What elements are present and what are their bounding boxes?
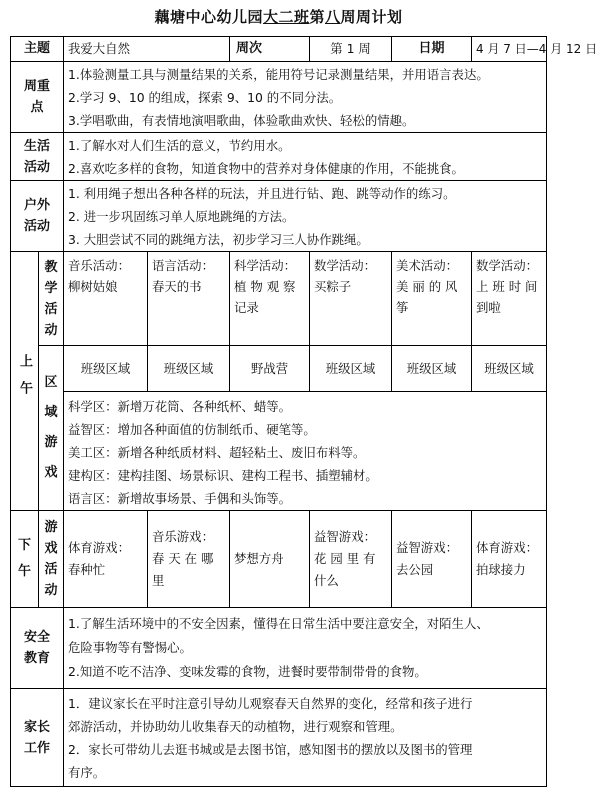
- outdoor-line-3: 3. 大胆尝试不同的跳绳方法，初步学习三人协作跳绳。: [68, 231, 369, 247]
- focus-content: [64, 62, 547, 133]
- area-label: 区 域 游 戏: [39, 346, 64, 511]
- area-cell-1: 班级区域: [64, 346, 148, 392]
- focus-line-3: 3.学唱歌曲，有表情地演唱歌曲，体验歌曲欢快、轻松的情趣。: [68, 112, 415, 128]
- area-details: [64, 392, 547, 511]
- area-row: [11, 346, 547, 392]
- life-label: 生活 活动: [11, 133, 64, 181]
- area-detail-4: 建构区：建构挂图、场景标识、建构工程书、插塑辅材。: [68, 468, 378, 483]
- title-week-number: 八: [325, 8, 341, 26]
- game-cell-6: 体育游戏： 拍球接力: [472, 511, 547, 608]
- theme-label: 主题: [11, 37, 64, 62]
- safety-line-3: 2.知道不吃不洁净、变味发霉的食物，进餐时要带制带骨的食物。: [68, 664, 427, 679]
- teaching-cell-1: 音乐活动： 柳树姑娘: [64, 252, 148, 346]
- date-value: 4 月 7 日—4 月 12 日: [472, 37, 547, 62]
- game-cell-5: 益智游戏： 去公园: [392, 511, 472, 608]
- week-value: 第 1 周: [310, 37, 392, 62]
- morning-label: 上午: [11, 252, 39, 511]
- afternoon-label: 下 午: [11, 511, 39, 608]
- title-di: 第: [309, 8, 325, 26]
- safety-label: 安全 教育: [11, 608, 64, 689]
- teaching-row: [11, 252, 547, 346]
- teaching-cell-2: 语言活动： 春天的书: [148, 252, 230, 346]
- area-detail-5: 语言区：新增故事场景、手偶和头饰等。: [68, 491, 292, 506]
- parents-line-2: 郊游活动，并协助幼儿收集春天的动植物，进行观察和管理。: [68, 718, 403, 734]
- title-school: 藕塘中心幼儿园: [154, 8, 263, 26]
- area-detail-1: 科学区：新增万花筒、各种纸杯、蜡等。: [68, 399, 292, 414]
- game-cell-2: 音乐游戏： 春 天 在 哪 里: [148, 511, 230, 608]
- focus-label: 周重 点: [11, 62, 64, 133]
- parents-line-4: 有序。: [68, 764, 106, 780]
- safety-line-1: 1.了解生活环境中的不安全因素，懂得在日常生活中要注意安全，对陌生人、: [68, 616, 489, 631]
- weekly-plan-table: [10, 36, 597, 787]
- focus-line-2: 2.学习 9、10 的组成，探索 9、10 的不同分法。: [68, 89, 342, 105]
- game-cell-3: 梦想方舟: [230, 511, 310, 608]
- outdoor-row: [11, 181, 547, 252]
- teaching-label: 教 学 活 动: [39, 252, 64, 346]
- outdoor-line-1: 1. 利用绳子想出各种各样的玩法，并且进行钻、跑、跳等动作的练习。: [68, 185, 456, 201]
- teaching-cell-6: 数学活动： 上 班 时 间 到啦: [472, 252, 547, 346]
- teaching-cell-4: 数学活动： 买粽子: [310, 252, 392, 346]
- safety-row: [11, 608, 547, 689]
- game-cell-4: 益智游戏： 花 园 里 有 什么: [310, 511, 392, 608]
- life-line-2: 2.喜欢吃多样的食物，知道食物中的营养对身体健康的作用，不能挑食。: [68, 160, 464, 176]
- title-class: 大二班: [262, 8, 310, 26]
- game-label: 游 戏 活 动: [39, 511, 64, 608]
- parents-row: [11, 689, 547, 787]
- parents-label: 家长 工作: [11, 689, 64, 787]
- parents-line-1: 1．建议家长在平时注意引导幼儿观察春天自然界的变化，经常和孩子进行: [68, 695, 473, 711]
- date-label: 日期: [392, 37, 472, 62]
- outdoor-content: [64, 181, 547, 252]
- focus-row: [11, 62, 547, 133]
- parents-content: [64, 689, 547, 787]
- outdoor-label: 户外 活动: [11, 181, 64, 252]
- area-cell-4: 班级区域: [310, 346, 392, 392]
- page-title: [0, 6, 557, 27]
- safety-content: [64, 608, 547, 689]
- life-row: [11, 133, 547, 181]
- teaching-cell-5: 美术活动： 美 丽 的 风 筝: [392, 252, 472, 346]
- area-detail-2: 益智区：增加各种面值的仿制纸币、硬笔等。: [68, 422, 316, 437]
- title-suffix: 周周计划: [340, 8, 403, 26]
- area-cell-2: 班级区域: [148, 346, 230, 392]
- safety-line-2: 危险事物等有警惕心。: [68, 640, 192, 655]
- game-cell-1: 体育游戏： 春种忙: [64, 511, 148, 608]
- afternoon-row: [11, 511, 547, 608]
- focus-line-1: 1.体验测量工具与测量结果的关系，能用符号记录测量结果，并用语言表达。: [68, 66, 489, 82]
- header-row: [11, 37, 547, 62]
- area-cell-6: 班级区域: [472, 346, 547, 392]
- area-cell-5: 班级区域: [392, 346, 472, 392]
- life-content: [64, 133, 547, 181]
- teaching-cell-3: 科学活动： 植 物 观 察 记录: [230, 252, 310, 346]
- theme-value: 我爱大自然: [64, 37, 230, 62]
- outdoor-line-2: 2. 进一步巩固练习单人原地跳绳的方法。: [68, 208, 295, 224]
- parents-line-3: 2．家长可带幼儿去逛书城或是去图书馆，感知图书的摆放以及图书的管理: [68, 741, 473, 757]
- life-line-1: 1.了解水对人们生活的意义，节约用水。: [68, 137, 291, 153]
- week-label: 周次: [230, 37, 310, 62]
- area-cell-3: 野战营: [230, 346, 310, 392]
- area-detail-3: 美工区：新增各种纸质材料、超轻粘土、废旧布料等。: [68, 445, 366, 460]
- area-details-row: [11, 392, 547, 511]
